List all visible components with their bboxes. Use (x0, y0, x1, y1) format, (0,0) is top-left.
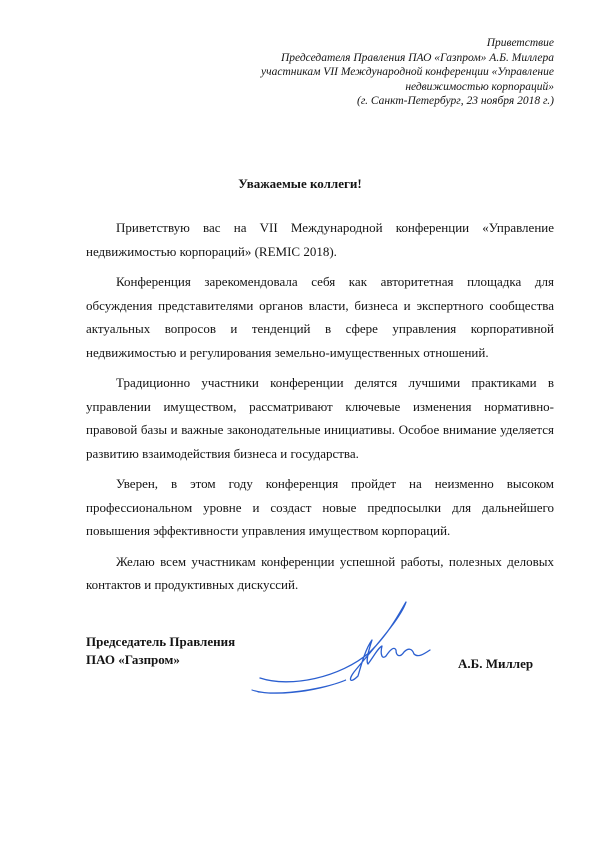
paragraph: Традиционно участники конференции делятся лучшими практиками в управлении имуществом, рассматривают ключевые изменения нормативно-правовой базы и важные законодательные инициативы. Особое внимание уделяется развитию взаимодействия бизнеса и государства. (86, 375, 554, 461)
letter-body (86, 216, 554, 604)
header-line: Приветствие (486, 37, 554, 49)
letter-header (214, 36, 554, 109)
header-line: недвижимостью корпораций» (405, 80, 554, 93)
signatory-title (86, 633, 235, 669)
paragraph: Уверен, в этом году конференция пройдет на неизменно высоком профессиональном уровне и создаст новые предпосылки для дальнейшего повышения эффективности управления имуществом корпораций. (86, 476, 554, 538)
paragraph: Конференция зарекомендовала себя как авторитетная площадка для обсуждения представителями органов власти, бизнеса и экспертного сообщества актуальных вопросов и тенденций в сфере управления корпоративной недвижимостью и регулирования земельно-имущественных отношений. (86, 274, 554, 360)
signatory-title-line: Председатель Правления (86, 634, 236, 649)
paragraph: Желаю всем участникам конференции успешной работы, полезных деловых контактов и продуктивных дискуссий. (86, 553, 554, 592)
paragraph: Приветствую вас на VII Международной конференции «Управление недвижимостью корпораций» (REMIC 2018). (86, 220, 554, 259)
signatory-name: А.Б. Миллер (458, 656, 534, 671)
salutation: Уважаемые коллеги! (238, 176, 362, 191)
header-line: (г. Санкт-Петербург, 23 ноября 2018 г.) (356, 95, 554, 107)
header-line: участникам VII Международной конференции «Управление (261, 66, 554, 78)
handwritten-signature (250, 592, 450, 700)
signatory-company: ПАО «Газпром» (86, 652, 180, 667)
header-line: Председателя Правления ПАО «Газпром» А.Б. Миллера (280, 51, 554, 64)
